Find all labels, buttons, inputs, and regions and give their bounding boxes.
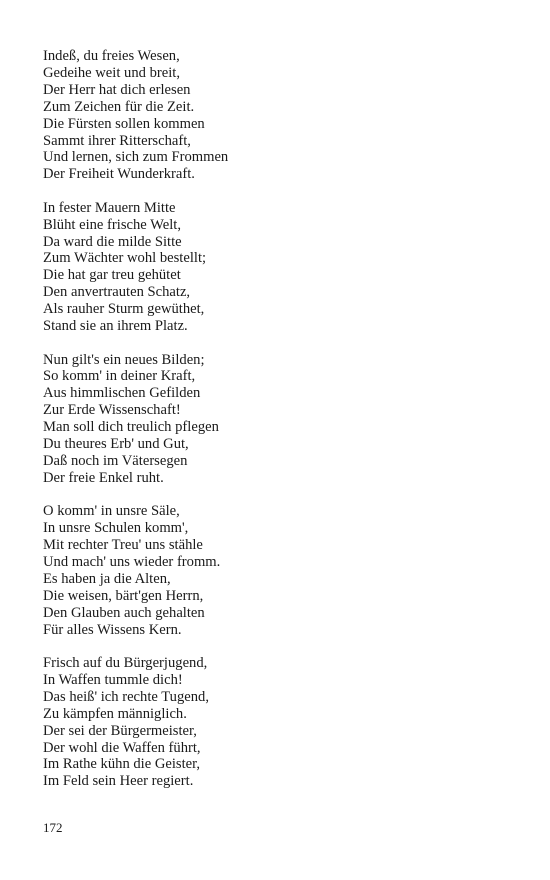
poem-line: Zum Zeichen für die Zeit.	[43, 98, 195, 115]
stanza-3	[43, 352, 523, 487]
poem-line: Für alles Wissens Kern.	[43, 621, 182, 638]
poem-line: In fester Mauern Mitte	[43, 199, 176, 216]
stanza-1	[43, 48, 523, 183]
poem-line: Zu kämpfen männiglich.	[43, 705, 187, 722]
poem-line: Die weisen, bärt'gen Herrn,	[43, 587, 204, 604]
poem-line: Man soll dich treulich pflegen	[43, 419, 219, 436]
poem-line: Es haben ja die Alten,	[43, 570, 171, 587]
poem-line: In unsre Schulen komm',	[43, 520, 189, 537]
poem-body	[43, 48, 523, 807]
poem-line: Der wohl die Waffen führt,	[43, 739, 201, 756]
poem-line: Der freie Enkel ruht.	[43, 469, 164, 486]
poem-line: Mit rechter Treu' uns stähle	[43, 537, 203, 554]
poem-line: Das heiß' ich rechte Tugend,	[43, 688, 209, 705]
poem-line: Und mach' uns wieder fromm.	[43, 553, 221, 570]
poem-line: Und lernen, sich zum Frommen	[43, 149, 229, 166]
poem-line: So komm' in deiner Kraft,	[43, 368, 196, 385]
poem-line: Als rauher Sturm gewüthet,	[43, 301, 205, 318]
poem-line: Zur Erde Wissenschaft!	[43, 402, 181, 419]
poem-line: Die Fürsten sollen kommen	[43, 115, 205, 132]
poem-line: Den Glauben auch gehalten	[43, 604, 205, 621]
poem-line: Die hat gar treu gehütet	[43, 267, 181, 284]
poem-line: Im Rathe kühn die Geister,	[43, 756, 201, 773]
poem-line: In Waffen tummle dich!	[43, 671, 183, 688]
poem-line: Daß noch im Vätersegen	[43, 452, 188, 469]
poem-line: Im Feld sein Heer regiert.	[43, 773, 194, 790]
poem-line: Sammt ihrer Ritterschaft,	[43, 132, 191, 149]
stanza-4	[43, 503, 523, 638]
poem-line: Nun gilt's ein neues Bilden;	[43, 351, 205, 368]
poem-line: Da ward die milde Sitte	[43, 233, 182, 250]
poem-line: Du theures Erb' und Gut,	[43, 436, 189, 453]
poem-line: Stand sie an ihrem Platz.	[43, 318, 188, 335]
poem-line: Frisch auf du Bürgerjugend,	[43, 655, 208, 671]
poem-line: Den anvertrauten Schatz,	[43, 284, 191, 301]
poem-line: Indeß, du freies Wesen,	[43, 48, 180, 64]
poem-line: Blüht eine frische Welt,	[43, 216, 181, 233]
poem-line: Der Freiheit Wunderkraft.	[43, 166, 195, 183]
stanza-5	[43, 655, 523, 790]
poem-line: Aus himmlischen Gefilden	[43, 385, 201, 402]
poem-line: Der sei der Bürgermeister,	[43, 722, 197, 739]
poem-line: Zum Wächter wohl bestellt;	[43, 250, 207, 267]
poem-line: O komm' in unsre Säle,	[43, 503, 180, 520]
stanza-2	[43, 200, 523, 335]
poem-line: Der Herr hat dich erlesen	[43, 81, 191, 98]
page-number: 172	[43, 820, 63, 835]
poem-line: Gedeihe weit und breit,	[43, 64, 180, 81]
